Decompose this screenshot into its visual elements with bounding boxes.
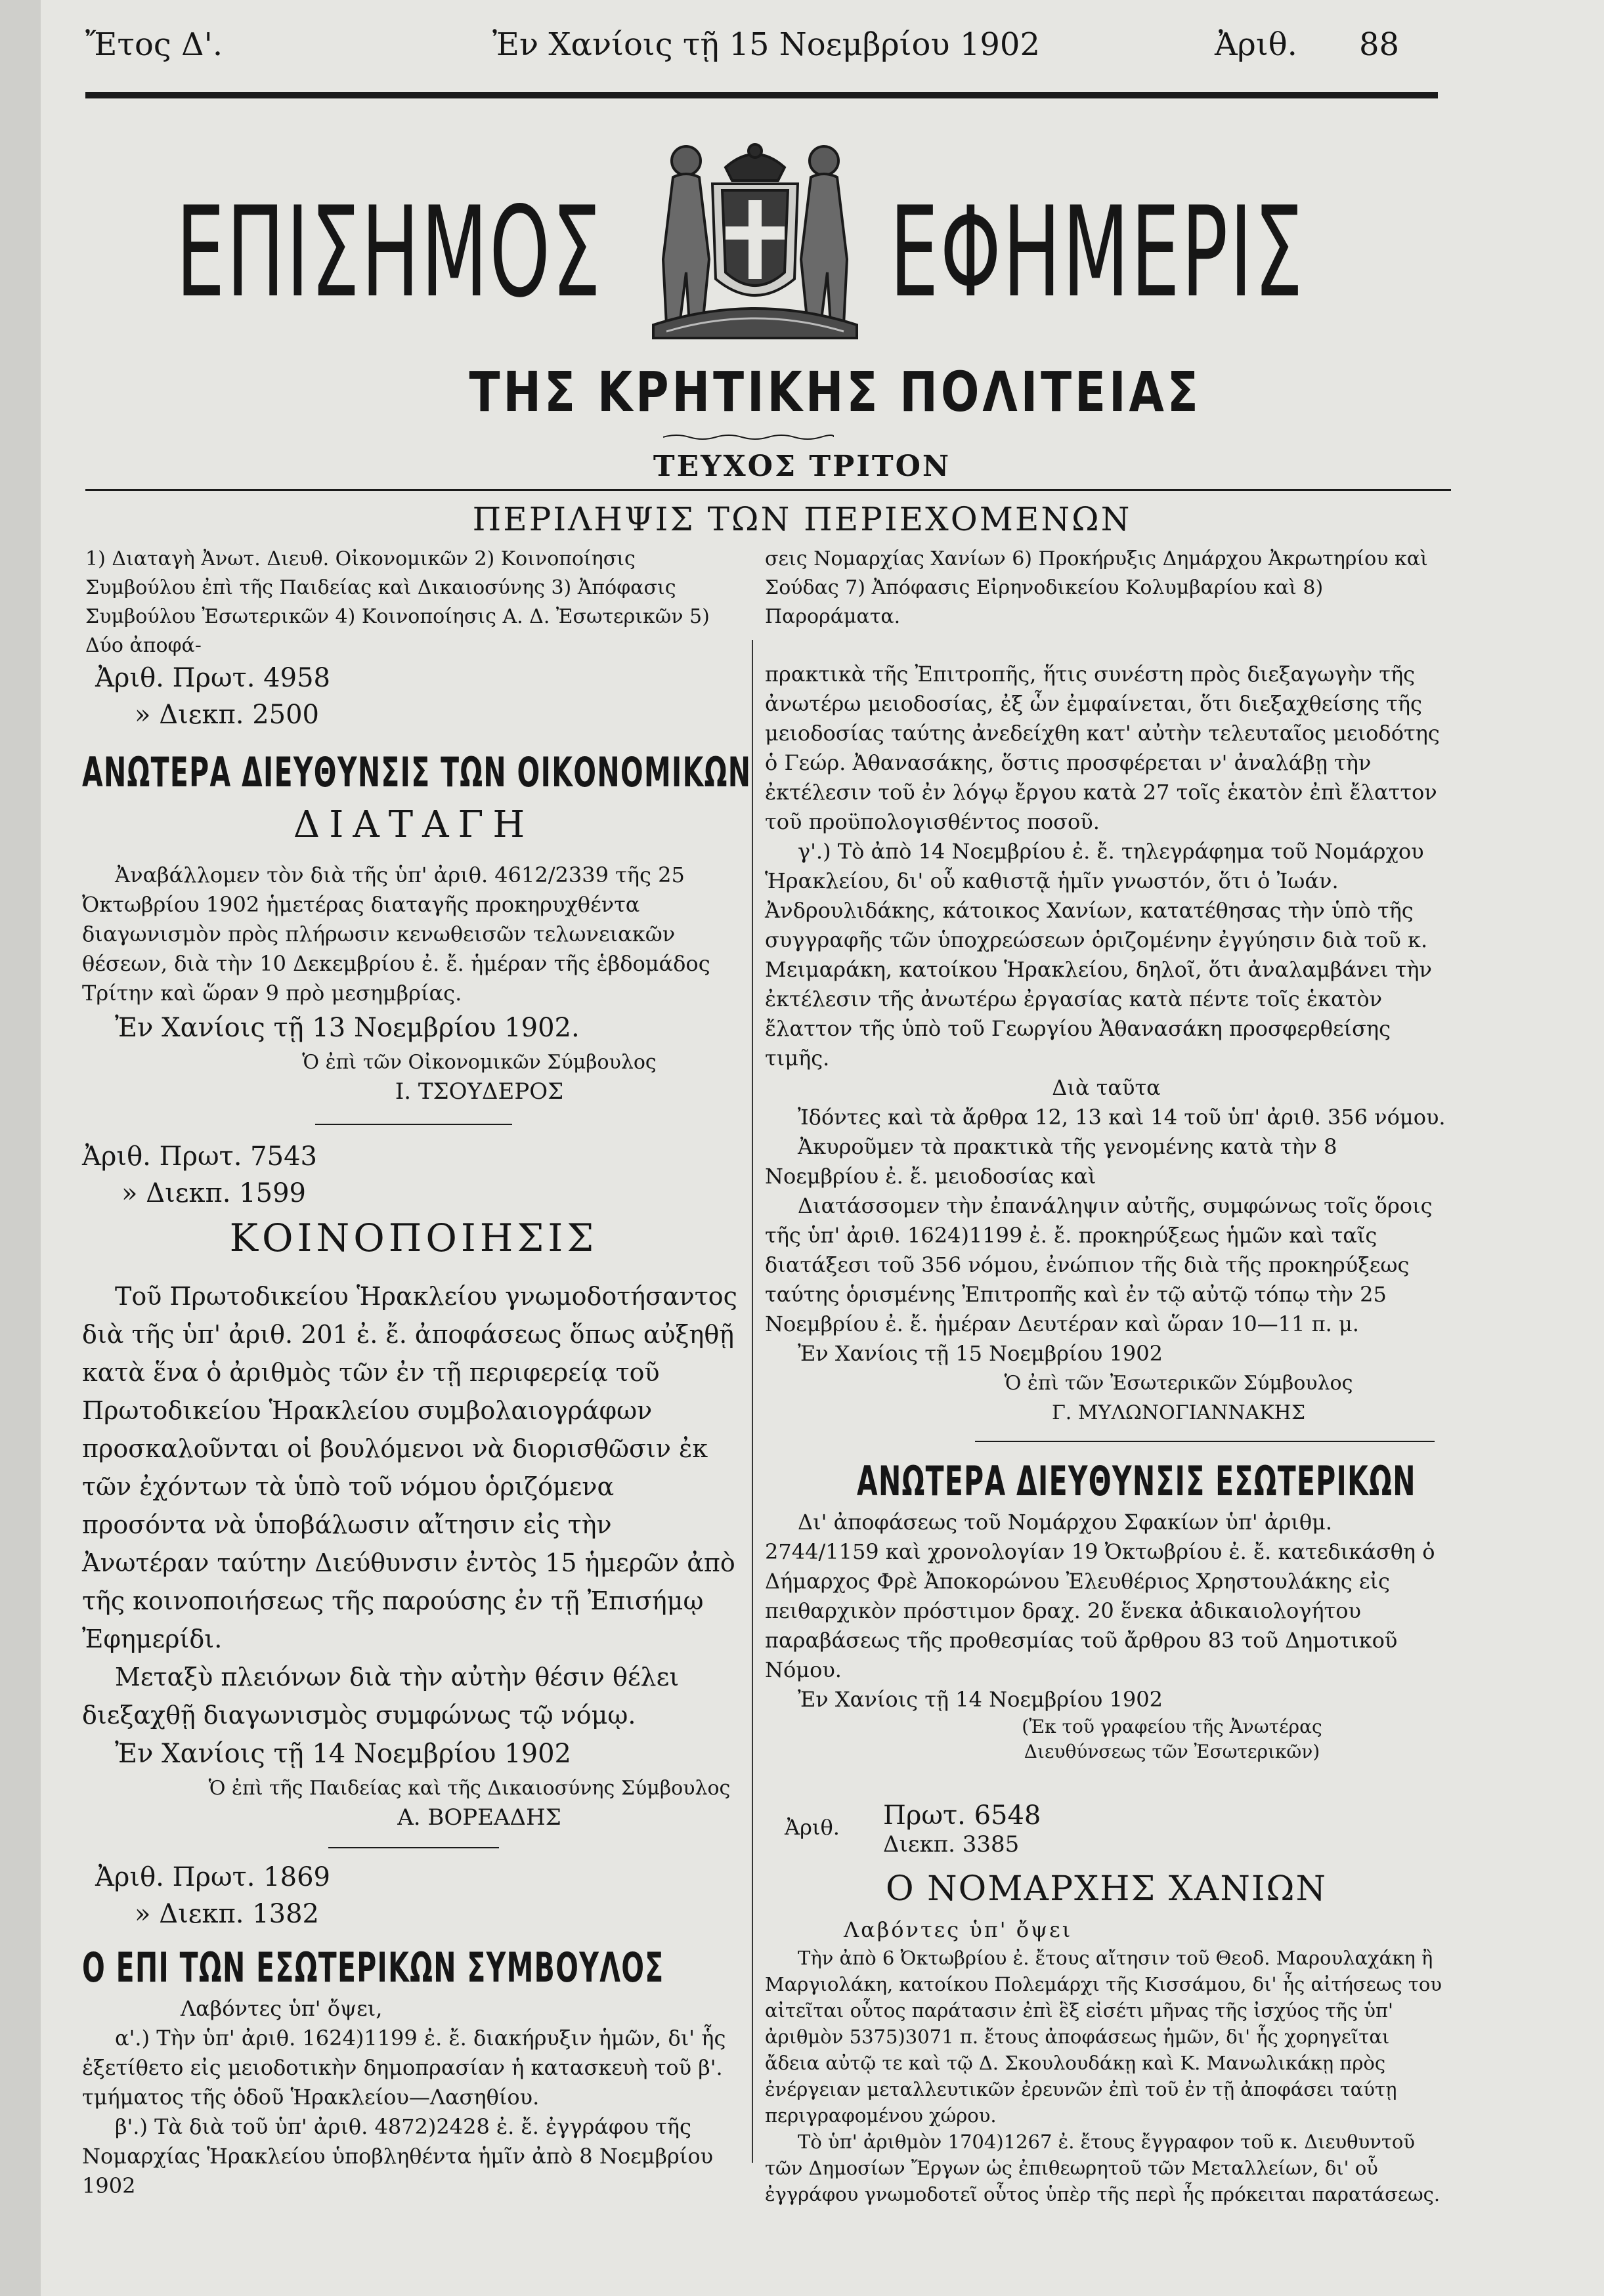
separator (975, 1441, 1435, 1442)
article-continuation (765, 660, 1448, 1442)
article-date: Ἐν Χανίοις τῇ 13 Νοεμβρίου 1902. (115, 1013, 580, 1043)
header-number-label: Ἀριθ. (1215, 26, 1297, 63)
article-subheading: ΔΙΑΤΑΓΗ (293, 803, 534, 846)
column-divider (752, 640, 753, 2163)
masthead-rule (85, 489, 1451, 491)
dispatch-number: » Διεκπ. 2500 (135, 700, 319, 730)
summary-right: σεις Νομαρχίας Χανίων 6) Προκήρυξις Δημάρχου Ἀκρωτηρίου καὶ Σούδας 7) Ἀπόφασις Εἰρηνοδικείου Κολυμβαρίου καὶ 8) Παροράματα. (765, 547, 1428, 628)
article-body: α'.) Τὴν ὑπ' ἀριθ. 1624)1199 ἐ. ἔ. διακήρυξιν ἡμῶν, δι' ἧς ἐξετίθετο εἰς μειοδοτικὴν δημοπρασίαν ἡ κατασκευὴ τοῦ β'. τμήματος τῆς ὁδοῦ Ἡρακλείου—Λασηθίου. (82, 2026, 726, 2110)
left-column (82, 660, 752, 2201)
masthead-left-word: ΕΠΙΣΗΜΟΣ (176, 180, 603, 325)
article-heading: Ο ΝΟΜΑΡΧΗΣ ΧΑΝΙΩΝ (886, 1869, 1327, 1909)
dispatch-number: » Διεκπ. 1599 (121, 1178, 306, 1208)
article-body-2: Μεταξὺ πλειόνων διὰ τὴν αὐτὴν θέσιν θέλει διεξαχθῇ διαγωνισμὸς συμφώνως τῷ νόμῳ. (82, 1663, 680, 1730)
signature-title: Ὁ ἐπὶ τῶν Ἐσωτερικῶν Σύμβουλος (1004, 1372, 1353, 1395)
protocol-number: Πρωτ. 6548 (883, 1800, 1041, 1831)
article-body-2: β'.) Τὰ διὰ τοῦ ὑπ' ἀριθ. 4872)2428 ἐ. ἔ. ἐγγράφου τῆς Νομαρχίας Ἡρακλείου ὑποβληθέντα ἡμῖν ἀπὸ 8 Νοεμβρίου 1902 (82, 2114, 714, 2198)
article-numbers (765, 1797, 1448, 1863)
header-number: 88 (1359, 26, 1400, 63)
article-intro: Λαβόντες ὑπ' ὄψει (844, 1917, 1073, 1942)
signature-title: Ὁ ἐπὶ τῶν Οἰκονομικῶν Σύμβουλος (302, 1051, 657, 1074)
header-dateline: Ἐν Χανίοις τῇ 15 Νοεμβρίου 1902 (492, 26, 1040, 63)
article-body-4: Ἀκυροῦμεν τὰ πρακτικὰ τῆς γενομένης κατὰ τὴν 8 Νοεμβρίου ἐ. ἔ. μειοδοσίας καὶ (765, 1134, 1337, 1189)
article-esoterikon-symvoulos (82, 1859, 745, 2201)
article-heading: Ο ΕΠΙ ΤΩΝ ΕΣΩΤΕΡΙΚΩΝ ΣΥΜΒΟΥΛΟΣ (82, 1944, 664, 1991)
header-year: Ἔτος Δ'. (85, 26, 223, 63)
article-body: Ἀναβάλλομεν τὸν διὰ τῆς ὑπ' ἀριθ. 4612/2339 τῆς 25 Ὀκτωβρίου 1902 ἡμετέρας διαταγῆς προκηρυχθέντα διαγωνισμὸν πρὸς πλήρωσιν κενωθεισῶν τελωνειακῶν θέσεων, διὰ τὴν 10 Δεκεμβρίου ἐ. ἔ. ἡμέραν τῆς ἑβδομάδος Τρίτην καὶ ὥραν 9 πρὸ μεσημβρίας. (82, 862, 710, 1006)
article-date: Ἐν Χανίοις τῇ 14 Νοεμβρίου 1902 (115, 1739, 571, 1769)
separator (315, 1124, 512, 1125)
article-body: Τὴν ἀπὸ 6 Ὀκτωβρίου ἐ. ἔτους αἴτησιν τοῦ Θεοδ. Μαρουλαχάκη ἢ Μαργιολάκη, κατοίκου Πολεμάρχι τῆς Κισσάμου, δι' ἧς αἰτήσεως του αἰτεῖται οὗτος παράτασιν ἐπὶ ἓξ εἰσέτι μῆνας τῆς ἰσχύος τῆς ὑπ' ἀριθμὸν 5375)3071 π. ἔτους ἀποφάσεως ἡμῶν, δι' ἧς χορηγεῖται ἄδεια αὐτῷ τε καὶ τῷ Δ. Σκουλουδάκῃ καὶ Κ. Μανωλικάκῃ πρὸς ἐνέργειαν μεταλλευτικῶν ἐρευνῶν ἐπὶ τοῦ ἐν τῇ ἀποφάσει ταύτῃ περιγραφομένου χώρου. (765, 1947, 1442, 2127)
article-body-5: Διατάσσομεν τὴν ἐπανάληψιν αὐτῆς, συμφώνως τοῖς ὅροις τῆς ὑπ' ἀριθ. 1624)1199 ἐ. ἔ. προκηρύξεως ἡμῶν καὶ ταῖς διατάξεσι τοῦ 356 νόμου, ἐνώπιον τῆς διὰ τῆς προκηρύξεως ταύτης ὁρισμένης Ἐπιτροπῆς καὶ ἐν τῷ αὐτῷ τόπῳ τὴν 25 Νοεμβρίου ἐ. ἔ. ἡμέραν Δευτέραν καὶ ὥραν 10—11 π. μ. (765, 1193, 1433, 1336)
coat-of-arms-icon (627, 128, 883, 345)
signature-name: Ι. ΤΣΟΥΔΕΡΟΣ (395, 1078, 564, 1105)
protocol-number: Ἀριθ. Πρωτ. 4958 (95, 663, 330, 693)
dispatch-number: Διεκπ. 3385 (883, 1831, 1020, 1858)
signature-title: Ὁ ἐπὶ τῆς Παιδείας καὶ τῆς Δικαιοσύνης Σύμβουλος (208, 1777, 731, 1800)
dispatch-number: » Διεκπ. 1382 (135, 1899, 319, 1929)
article-oikonomikon (82, 660, 752, 1125)
office-note: (Ἐκ τοῦ γραφείου τῆς Ἀνωτέρας Διευθύνσεως τῶν Ἐσωτερικῶν) (1022, 1716, 1322, 1762)
ornament-rule (663, 433, 834, 441)
article-intro: Λαβόντες ὑπ' ὄψει, (181, 1996, 383, 2021)
article-body: πρακτικὰ τῆς Ἐπιτροπῆς, ἥτις συνέστη πρὸς διεξαγωγὴν τῆς ἀνωτέρω μειοδοσίας, ἐξ ὧν ἐμφαίνεται, ὅτι διεξαχθείσης τῆς μειοδοσίας ταύτης ἀνεδείχθη κατ' αὐτὴν τελευταῖος μειοδότης ὁ Γεώρ. Ἀθανασάκης, ὅστις προσφέρεται ν' ἀναλάβῃ τὴν ἐκτέλεσιν τοῦ ἐν λόγῳ ἔργου κατὰ 27 τοῖς ἑκατὸν ἐπὶ ἔλαττον τοῦ προϋπολογισθέντος ποσοῦ. (765, 662, 1440, 834)
summary-left: 1) Διαταγὴ Ἀνωτ. Διευθ. Οἰκονομικῶν 2) Κοινοποίησις Συμβούλου ἐπὶ τῆς Παιδείας καὶ Δικαιοσύνης 3) Ἀπόφασις Συμβούλου Ἐσωτερικῶν 4) Κοινοποίησις Α. Δ. Ἐσωτερικῶν 5) Δύο ἀποφά- (85, 547, 710, 657)
header-line (85, 26, 1407, 79)
article-heading: ΑΝΩΤΕΡΑ ΔΙΕΥΘΥΝΣΙΣ ΕΣΩΤΕΡΙΚΩΝ (857, 1457, 1416, 1505)
signature-name: Α. ΒΟΡΕΑΔΗΣ (397, 1804, 561, 1831)
summary-title: ΠΕΡΙΛΗΨΙΣ ΤΩΝ ΠΕΡΙΕΧΟΜΕΝΩΝ (472, 500, 1132, 538)
issue-label: ΤΕΥΧΟΣ ΤΡΙΤΟΝ (653, 450, 951, 483)
masthead-subtitle: ΤΗΣ ΚΡΗΤΙΚΗΣ ΠΟΛΙΤΕΙΑΣ (469, 360, 1202, 424)
article-body-3: Ἰδόντες καὶ τὰ ἄρθρα 12, 13 καὶ 14 τοῦ ὑπ' ἀριθ. 356 νόμου. (798, 1105, 1446, 1130)
article-koinopoiisis (82, 1138, 745, 1848)
article-heading: ΚΟΙΝΟΠΟΙΗΣΙΣ (229, 1216, 598, 1260)
protocol-number: Ἀριθ. Πρωτ. 1869 (95, 1862, 330, 1892)
article-anotera-esoterikon (765, 1455, 1448, 1764)
section-label: Διὰ ταῦτα (1052, 1075, 1161, 1100)
article-body-2: γ'.) Τὸ ἀπὸ 14 Νοεμβρίου ἐ. ἔ. τηλεγράφημα τοῦ Νομάρχου Ἡρακλείου, δι' οὗ καθιστᾷ ἡμῖν γνωστόν, ὅτι ὁ Ἰωάν. Ἀνδρουλιδάκης, κάτοικος Χανίων, κατατέθησας τὴν ὑπὸ τῆς συγγραφῆς τῶν ὑποχρεώσεων ὁριζομένην ἐγγύησιν διὰ τοῦ κ. Μειμαράκη, κατοίκου Ἡρακλείου, δηλοῖ, ὅτι ἀναλαμβάνει τὴν ἐκτέλεσιν τῆς ἀνωτέρω ἐργασίας κατὰ πέντε τοῖς ἑκατὸν ἔλαττον τῆς ὑπὸ τοῦ Γεωργίου Ἀθανασάκη προσφερθείσης τιμῆς. (765, 839, 1432, 1071)
article-body: Τοῦ Πρωτοδικείου Ἡρακλείου γνωμοδοτήσαντος διὰ τῆς ὑπ' ἀριθ. 201 ἐ. ἔ. ἀποφάσεως ὅπως αὐξηθῇ κατὰ ἕνα ὁ ἀριθμὸς τῶν ἐν τῇ περιφερείᾳ τοῦ Πρωτοδικείου Ἡρακλείου συμβολαιογράφων προσκαλοῦνται οἱ βουλόμενοι νὰ διορισθῶσιν ἐκ τῶν ἐχόντων τὰ ὑπὸ τοῦ νόμου ὁριζόμενα προσόντα νὰ ὑποβάλωσιν αἴτησιν εἰς τὴν Ἀνωτέραν ταύτην Διεύθυνσιν ἐντὸς 15 ἡμερῶν ἀπὸ τῆς κοινοποιήσεως τῆς παρούσης ἐν τῇ Ἐπισήμῳ Ἐφημερίδι. (82, 1282, 737, 1653)
protocol-number: Ἀριθ. Πρωτ. 7543 (82, 1141, 317, 1172)
header-rule (85, 92, 1438, 98)
masthead-right-word: ΕΦΗΜΕΡΙΣ (890, 180, 1305, 325)
article-nomarchis (765, 1863, 1448, 2207)
number-label: Ἀριθ. (785, 1815, 840, 1840)
article-date: Ἐν Χανίοις τῇ 14 Νοεμβρίου 1902 (798, 1687, 1163, 1712)
article-body-2: Τὸ ὑπ' ἀριθμὸν 1704)1267 ἐ. ἔτους ἔγγραφον τοῦ κ. Διευθυντοῦ τῶν Δημοσίων Ἔργων ὡς ἐπιθεωρητοῦ τῶν Μεταλλείων, δι' οὗ ἐγγράφου γνωμοδοτεῖ οὗτος ὑπὲρ τῆς περὶ ἧς πρόκειται παρατάσεως. (765, 2131, 1441, 2205)
separator (328, 1847, 499, 1848)
article-date: Ἐν Χανίοις τῇ 15 Νοεμβρίου 1902 (798, 1341, 1163, 1366)
article-body: Δι' ἀποφάσεως τοῦ Νομάρχου Σφακίων ὑπ' ἀριθμ. 2744/1159 καὶ χρονολογίαν 19 Ὀκτωβρίου ἐ. ἔ. κατεδικάσθη ὁ Δήμαρχος Φρὲ Ἀποκορώνου Ἐλευθέριος Χρηστουλάκης εἰς πειθαρχικὸν πρόστιμον δραχ. 20 ἕνεκα ἀδικαιολογήτου παραβάσεως τῆς προθεσμίας τοῦ ἄρθρου 83 τοῦ Δημοτικοῦ Νόμου. (765, 1510, 1435, 1682)
article-heading: ΑΝΩΤΕΡΑ ΔΙΕΥΘΥΝΣΙΣ ΤΩΝ ΟΙΚΟΝΟΜΙΚΩΝ (82, 748, 752, 796)
right-column (765, 660, 1448, 2207)
signature-name: Γ. ΜΥΛΩΝΟΓΙΑΝΝΑΚΗΣ (1051, 1401, 1306, 1424)
page-edge-shadow (0, 0, 41, 2296)
